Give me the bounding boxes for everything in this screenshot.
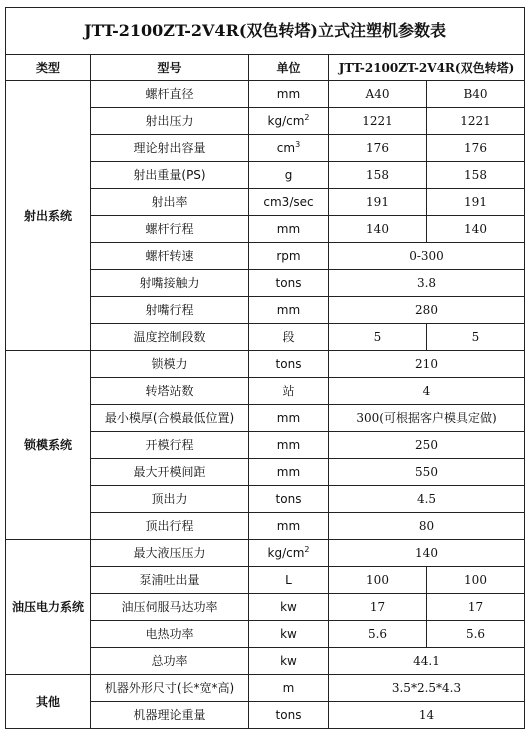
unit-text: mm [276, 87, 301, 101]
param-value: 280 [329, 297, 525, 324]
unit-text: tons [275, 492, 302, 506]
param-name: 开模行程 [91, 432, 249, 459]
unit-superscript: 3 [295, 140, 301, 149]
param-unit [249, 648, 329, 675]
param-value-a: 100 [329, 567, 427, 594]
param-name: 顶出力 [91, 486, 249, 513]
header-unit: 单位 [249, 55, 329, 81]
header-value: JTT-2100ZT-2V4R(双色转塔) [329, 55, 525, 81]
unit-text: mm [276, 465, 301, 479]
param-value-a: A40 [329, 81, 427, 108]
table-title: JTT-2100ZT-2V4R(双色转塔)立式注塑机参数表 [6, 8, 525, 55]
param-name: 射出重量(PS) [91, 162, 249, 189]
table-row [6, 540, 525, 567]
param-value-b: 191 [427, 189, 525, 216]
header-model: 型号 [91, 55, 249, 81]
param-value-a: 176 [329, 135, 427, 162]
param-name: 机器外形尺寸(长*宽*高) [91, 675, 249, 702]
unit-text: cm [276, 141, 296, 155]
param-value-a: 5.6 [329, 621, 427, 648]
param-value-b: 176 [427, 135, 525, 162]
param-name: 射嘴行程 [91, 297, 249, 324]
param-value-b: 158 [427, 162, 525, 189]
param-value: 44.1 [329, 648, 525, 675]
param-unit [249, 432, 329, 459]
param-name: 顶出行程 [91, 513, 249, 540]
param-unit [249, 216, 329, 243]
unit-text: mm [276, 303, 301, 317]
param-unit [249, 459, 329, 486]
param-unit [249, 81, 329, 108]
unit-text: kg/cm [267, 546, 305, 560]
param-unit [249, 378, 329, 405]
param-unit [249, 162, 329, 189]
unit-text: cm3/sec [263, 195, 314, 209]
param-value: 250 [329, 432, 525, 459]
unit-superscript: 2 [304, 113, 310, 122]
param-unit [249, 405, 329, 432]
unit-text: 站 [282, 384, 295, 398]
param-name: 总功率 [91, 648, 249, 675]
param-value-a: 17 [329, 594, 427, 621]
table-row [6, 675, 525, 702]
param-name: 泵浦吐出量 [91, 567, 249, 594]
param-unit [249, 567, 329, 594]
param-unit [249, 135, 329, 162]
param-unit [249, 243, 329, 270]
param-unit [249, 270, 329, 297]
param-value-b: 140 [427, 216, 525, 243]
param-value: 3.5*2.5*4.3 [329, 675, 525, 702]
param-name: 电热功率 [91, 621, 249, 648]
spec-table [5, 7, 525, 729]
param-unit [249, 594, 329, 621]
param-value: 4.5 [329, 486, 525, 513]
unit-text: kw [280, 654, 297, 668]
section-name: 其他 [6, 675, 91, 729]
unit-text: mm [276, 411, 301, 425]
unit-text: m [282, 681, 295, 695]
header-type: 类型 [6, 55, 91, 81]
param-value-b: 100 [427, 567, 525, 594]
param-value: 210 [329, 351, 525, 378]
param-value: 140 [329, 540, 525, 567]
param-value-a: 140 [329, 216, 427, 243]
param-value-b: 1221 [427, 108, 525, 135]
param-unit [249, 297, 329, 324]
param-value-a: 5 [329, 324, 427, 351]
unit-text: 段 [282, 330, 295, 344]
unit-superscript: 2 [304, 545, 310, 554]
param-name: 机器理论重量 [91, 702, 249, 729]
param-name: 螺杆转速 [91, 243, 249, 270]
param-unit [249, 702, 329, 729]
param-name: 温度控制段数 [91, 324, 249, 351]
param-name: 螺杆行程 [91, 216, 249, 243]
unit-text: tons [275, 708, 302, 722]
unit-text: kg/cm [267, 114, 305, 128]
param-value: 80 [329, 513, 525, 540]
unit-text: kw [280, 600, 297, 614]
param-name: 理论射出容量 [91, 135, 249, 162]
param-name: 射出压力 [91, 108, 249, 135]
param-value: 4 [329, 378, 525, 405]
param-name: 射出率 [91, 189, 249, 216]
unit-text: mm [276, 519, 301, 533]
unit-text: tons [275, 276, 302, 290]
param-unit [249, 324, 329, 351]
param-value: 14 [329, 702, 525, 729]
param-value-b: 5.6 [427, 621, 525, 648]
unit-text: kw [280, 627, 297, 641]
param-unit [249, 621, 329, 648]
section-name: 油压电力系统 [6, 540, 91, 675]
param-unit [249, 486, 329, 513]
param-name: 射嘴接触力 [91, 270, 249, 297]
param-name: 螺杆直径 [91, 81, 249, 108]
param-value-b: 17 [427, 594, 525, 621]
param-value-a: 191 [329, 189, 427, 216]
param-name: 最小模厚(合模最低位置) [91, 405, 249, 432]
param-name: 转塔站数 [91, 378, 249, 405]
param-unit [249, 513, 329, 540]
table-row [6, 351, 525, 378]
param-value-a: 1221 [329, 108, 427, 135]
param-unit [249, 540, 329, 567]
unit-text: mm [276, 222, 301, 236]
unit-text: g [284, 168, 293, 182]
param-value: 300(可根据客户模具定做) [329, 405, 525, 432]
param-value: 3.8 [329, 270, 525, 297]
param-value: 550 [329, 459, 525, 486]
unit-text: mm [276, 438, 301, 452]
param-unit [249, 351, 329, 378]
unit-text: L [285, 573, 292, 587]
table-row [6, 81, 525, 108]
param-unit [249, 675, 329, 702]
param-name: 最大液压压力 [91, 540, 249, 567]
param-value-a: 158 [329, 162, 427, 189]
unit-text: rpm [276, 249, 301, 263]
param-value-b: 5 [427, 324, 525, 351]
param-value: 0-300 [329, 243, 525, 270]
param-name: 油压伺服马达功率 [91, 594, 249, 621]
param-value-b: B40 [427, 81, 525, 108]
param-unit [249, 108, 329, 135]
param-unit [249, 189, 329, 216]
section-name: 锁模系统 [6, 351, 91, 540]
unit-text: tons [275, 357, 302, 371]
param-name: 最大开模间距 [91, 459, 249, 486]
section-name: 射出系统 [6, 81, 91, 351]
param-name: 锁模力 [91, 351, 249, 378]
